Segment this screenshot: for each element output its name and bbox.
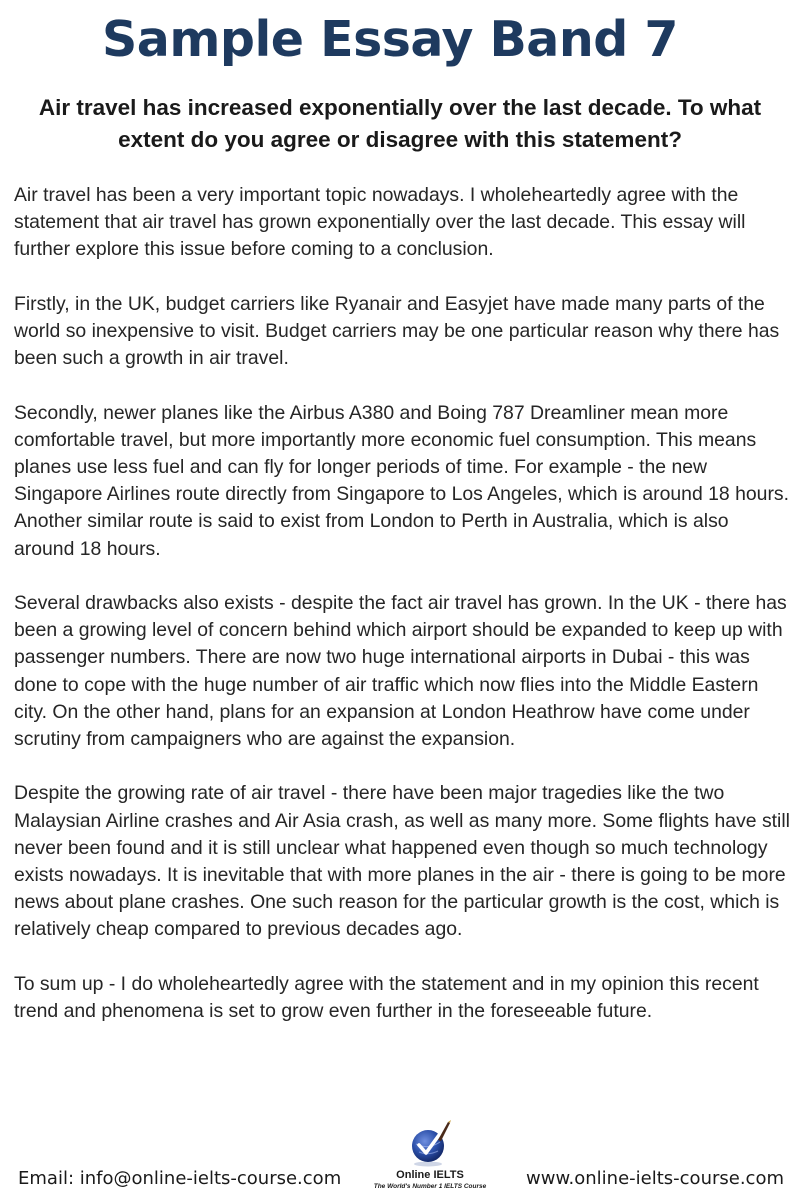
essay-question: Air travel has increased exponentially over the last decade. To what extent do you agree or disagree with this statement? <box>38 95 762 152</box>
essay-paragraph-budget-carriers: Firstly, in the UK, budget carriers like Ryanair and Easyjet have made many parts of the world so inexpensive to visit. Budget carriers may be one particular reason why there has been such a growth in air travel. <box>14 292 780 370</box>
footer-website-link[interactable]: www.online-ielts-course.com <box>526 1168 784 1189</box>
essay-paragraph-conclusion: To sum up - I do wholeheartedly agree with the statement and in my opinion this recent trend and phenomena is set to grow even further in the foreseeable future. <box>14 972 759 1023</box>
essay-paragraph-drawbacks: Several drawbacks also exists - despite the fact air travel has grown. In the UK - there has been a growing level of concern behind which airport should be expanded to keep up with passenger numbers. There are now two huge international airports in Dubai - this was done to cope with the huge number of air traffic which now flies into the Middle Eastern city. On the other hand, plans for an expansion at London Heathrow have come under scrutiny from campaigners who are against the expansion. <box>14 592 787 751</box>
footer-email[interactable]: Email: info@online-ielts-course.com <box>18 1168 342 1189</box>
page-title: Sample Essay Band 7 <box>102 11 678 68</box>
page-footer <box>0 1120 800 1200</box>
essay-paragraph-intro: Air travel has been a very important topic nowadays. I wholeheartedly agree with the statement that air travel has grown exponentially over the last decade. This essay will further explore this issue before coming to a conclusion. <box>14 184 746 261</box>
globe-checkmark-pen-icon <box>407 1120 453 1168</box>
online-ielts-logo <box>372 1120 488 1200</box>
essay-body <box>14 182 790 1052</box>
essay-paragraph-newer-planes: Secondly, newer planes like the Airbus A380 and Boing 787 Dreamliner mean more comfortable travel, but more importantly more economic fuel consumption. This means planes use less fuel and can fly for longer periods of time. For example - the new Singapore Airlines route directly from Singapore to Los Angeles, which is around 18 hours. Another similar route is said to exist from London to Perth in Australia, which is also around 18 hours. <box>14 401 789 560</box>
logo-tagline: The World's Number 1 IELTS Course <box>373 1183 487 1190</box>
logo-name: Online IELTS <box>396 1169 464 1181</box>
essay-paragraph-tragedies: Despite the growing rate of air travel - there have been major tragedies like the two Malaysian Airline crashes and Air Asia crash, as well as many more. Some flights have still never been found and it is still unclear what happened even though so much technology exists nowadays. It is inevitable that with more planes in the air - there is going to be more news about plane crashes. One such reason for the particular growth is the cost, which is relatively cheap compared to previous decades ago. <box>14 782 790 941</box>
